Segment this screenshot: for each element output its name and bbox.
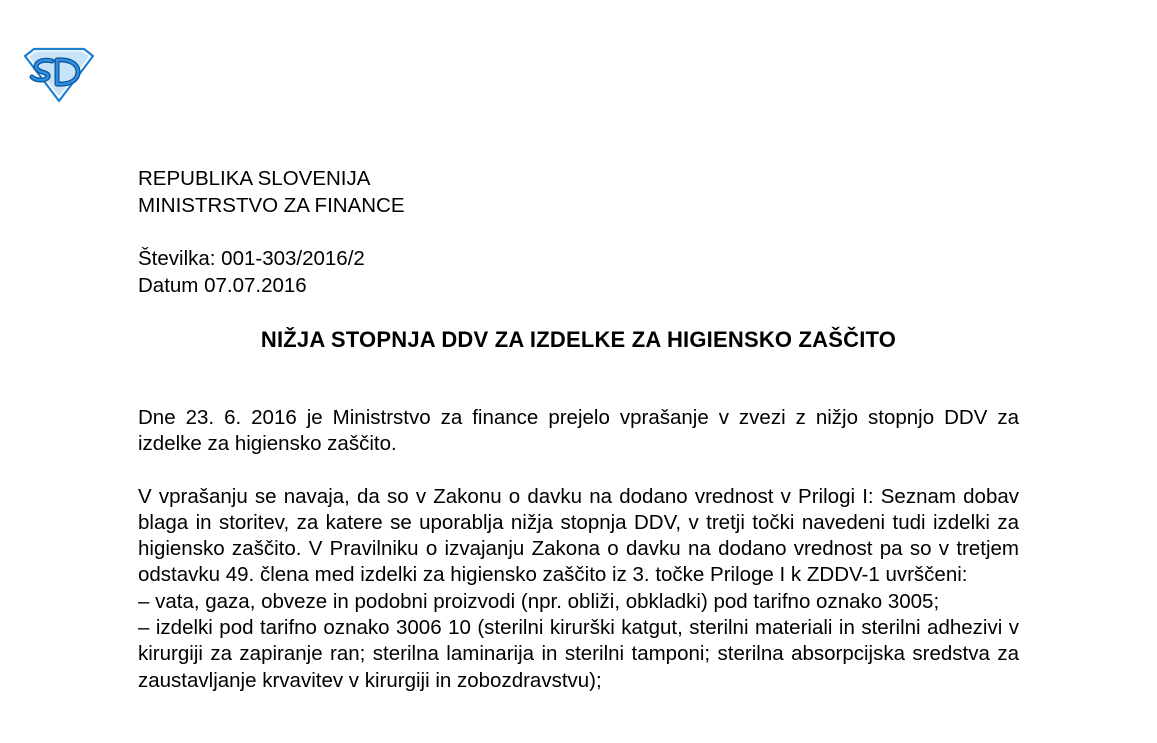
document-number: Številka: 001-303/2016/2 <box>138 247 365 270</box>
document-body <box>138 165 1019 694</box>
header-republic: REPUBLIKA SLOVENIJA <box>138 167 371 190</box>
paragraph-intro: Dne 23. 6. 2016 je Ministrstvo za finance prejelo vprašanje v zvezi z nižjo stopnjo DDV za izdelke za higiensko zaščito. <box>138 406 1019 456</box>
document-date: Datum 07.07.2016 <box>138 274 307 297</box>
list-item-bandages: – vata, gaza, obveze in podobni proizvodi (npr. obliži, obkladki) pod tarifno oznako 3005; <box>138 589 940 613</box>
sd-shield-logo-icon <box>22 47 96 103</box>
list-item-sterile-products: – izdelki pod tarifno oznako 3006 10 (sterilni kirurški katgut, sterilni materiali in sterilni adhezivi v kirurgiji za zapiranje ran; sterilna laminarija in sterilni tamponi; sterilna absorpcijska sredstva za zaustavljanje krvavitev v kirurgiji in zobozdravstvu); <box>138 616 1019 692</box>
paragraph-question: V vprašanju se navaja, da so v Zakonu o davku na dodano vrednost v Prilogi I: Seznam dobav blaga in storitev, za katere se uporablja nižja stopnja DDV, v tretji točki navedeni tudi izdelki za higiensko zaščito. V Pravilniku o izvajanju Zakona o davku na dodano vrednost pa so v tretjem odstavku 49. člena med izdelki za higiensko zaščito iz 3. točke Priloge I k ZDDV-1 uvrščeni: <box>138 484 1019 587</box>
header-ministry: MINISTRSTVO ZA FINANCE <box>138 194 405 217</box>
document-title: NIŽJA STOPNJA DDV ZA IZDELKE ZA HIGIENSKO ZAŠČITO <box>260 327 897 352</box>
spacer <box>138 219 1019 245</box>
